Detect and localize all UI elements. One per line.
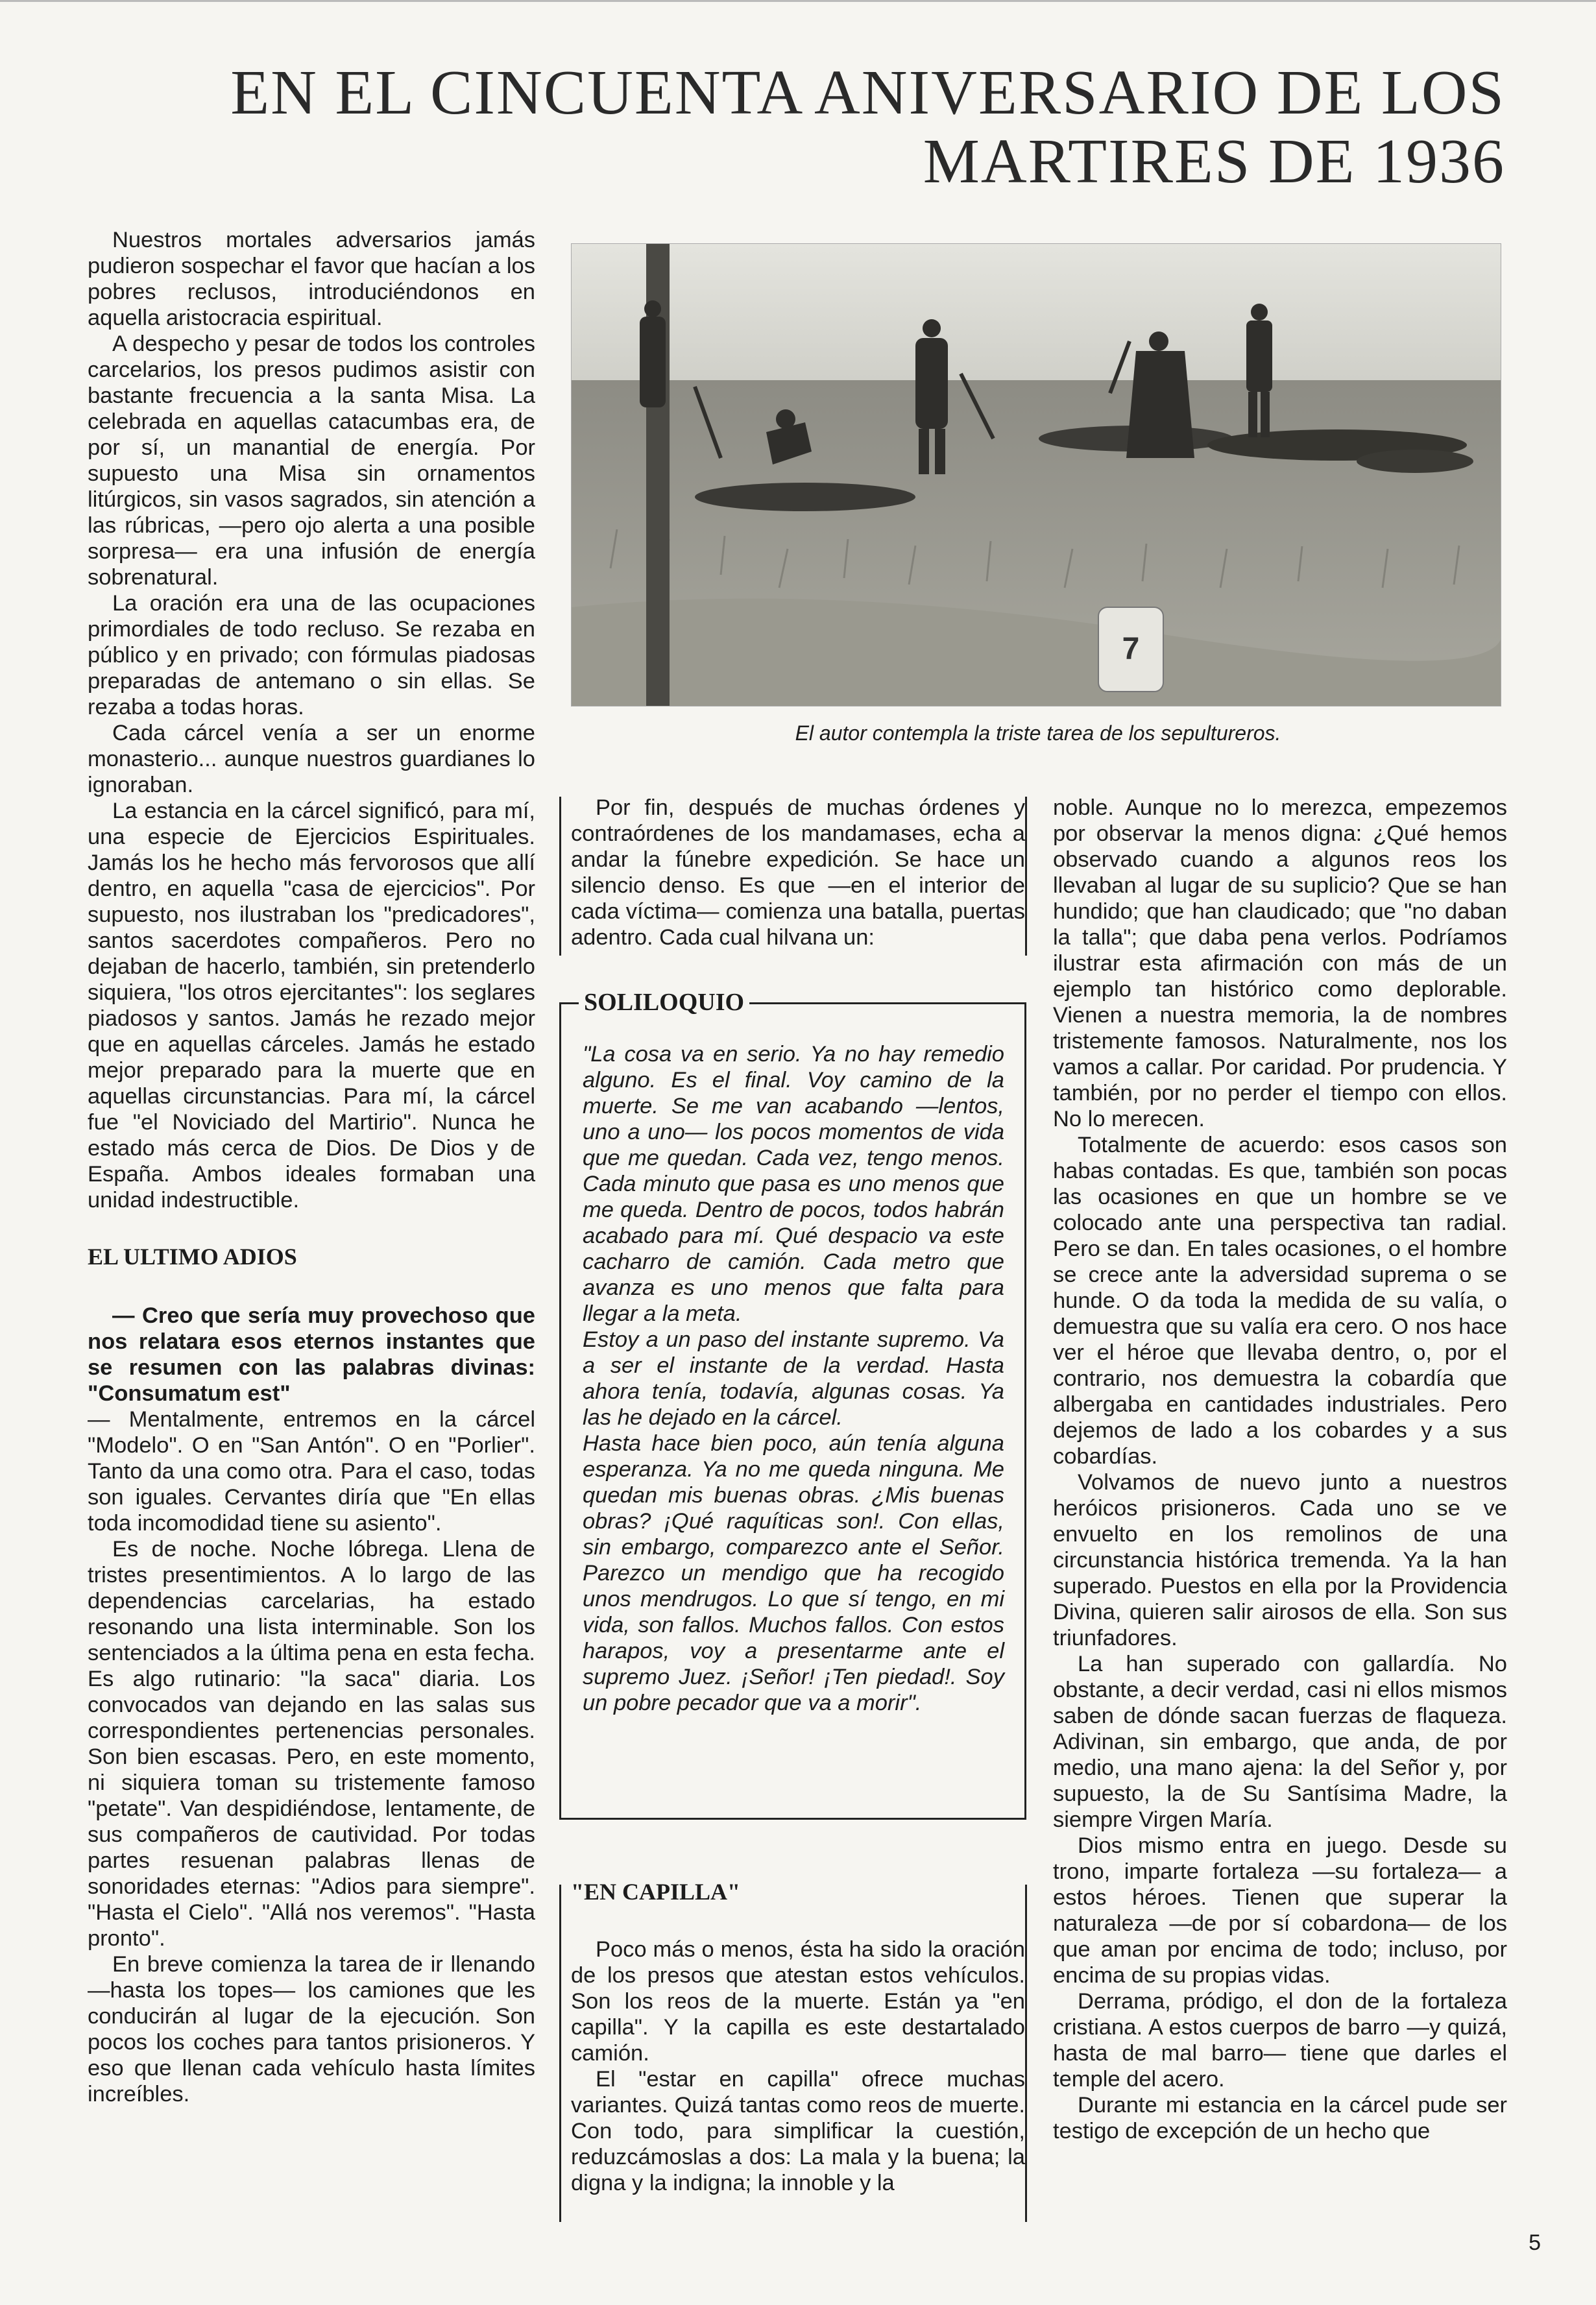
column-1 xyxy=(88,227,535,2107)
article-photo xyxy=(571,243,1501,706)
interview-question: — Creo que sería muy provechoso que nos relatara esos eternos instantes que se resumen con las palabras divinas: "Consumatum est" xyxy=(88,1303,535,1406)
paragraph: Nuestros mortales adversarios jamás pudieron sospechar el favor que hacían a los pobres reclusos, introduciéndonos en aquella aristocracia espiritual. xyxy=(88,228,535,330)
paragraph: Poco más o menos, ésta ha sido la oración de los presos que atestan estos vehículos. Son los reos de la muerte. Están ya "en capilla". Y la capilla es este destartalado camión. xyxy=(571,1937,1025,2066)
paragraph: Dios mismo entra en juego. Desde su trono, imparte fortaleza —su fortaleza— a estos héroes. Tienen que superar la naturaleza —de por sí cobardona— de los que aman por encima de todo; incluso, por encima de su propias vidas. xyxy=(1053,1833,1507,1988)
paragraph: La estancia en la cárcel significó, para mí, una especie de Ejercicios Espirituales. Jamás los he hecho más fervorosos que allí dentro, en aquella "casa de ejercicios". Por supuesto, nos ilustraban los "predicadores", santos sacerdotes compañeros. Pero no dejaban de hacerlo, también, sin pretenderlo siquiera, "los otros ejercitantes": los seglares piadosos y santos. Jamás he rezado mejor que en aquellas cárceles. Jamás he estado mejor preparado para la muerte que en aquellas circunstancias. Para mí, la cárcel fue "el Noviciado del Martirio". Nunca he estado más cerca de Dios. De Dios y de España. Ambos ideales formaban una unidad indestructible. xyxy=(88,799,535,1213)
paragraph: noble. Aunque no lo merezca, empezemos por observar la menos digna: ¿Qué hemos observado cuando a algunos reos los llevaban al lugar de su suplicio? Que se han hundido; que han claudicado; que "no daban la talla"; que daba pena verlos. Podríamos ilustrar esta afirmación con más de un ejemplo tan histórico como deplorable. Vienen a nuestra memoria, la de nombres tristemente famosos. Naturalmente, nos los vamos a callar. Por caridad. Por prudencia. Y también, por no perder el tiempo con ellos. No lo merecen. xyxy=(1053,795,1507,1131)
paragraph: Derrama, pródigo, el don de la fortaleza cristiana. A estos cuerpos de barro —y quizá, hasta de mal barro— tiene que darles el temple del acero. xyxy=(1053,1989,1507,2092)
top-rule xyxy=(0,0,1596,2)
paragraph: Volvamos de nuevo junto a nuestros heróicos prisioneros. Cada uno se ve envuelto en los remolinos de una circunstancia histórica tremenda. Ya la han superado. Puestos en ella por la Providencia Divina, quieren salir airosos de ella. Son sus triunfadores. xyxy=(1053,1470,1507,1650)
photo-gravediggers xyxy=(572,244,1501,706)
paragraph: A despecho y pesar de todos los controles carcelarios, los presos pudimos asistir con bastante frecuencia a la santa Misa. La celebrada en aquellas catacumbas era, de por sí, un manantial de energía. Por supuesto una Misa sin ornamentos litúrgicos, sin vasos sagrados, sin atención a las rúbricas, —pero ojo alerta a una posible sorpresa— era una infusión de energía sobrenatural. xyxy=(88,332,535,590)
paragraph: En breve comienza la tarea de ir llenando —hasta los topes— los camiones que les conducirán al lugar de la ejecución. Son pocos los coches para tantos prisioneros. Y eso que llenan cada vehículo hasta límites increíbles. xyxy=(88,1952,535,2106)
paragraph: La oración era una de las ocupaciones primordiales de todo recluso. Se rezaba en público y en privado; con fórmulas piadosas preparadas de antemano o sin ellas. Se rezaba a todas horas. xyxy=(88,591,535,719)
article-title xyxy=(143,58,1505,196)
paragraph: El "estar en capilla" ofrece muchas variantes. Quizá tantas como reos de muerte. Con todo, para simplificar la cuestión, reduzcámoslas a dos: La mala y la buena; la digna y la indigna; la innoble y la xyxy=(571,2067,1025,2195)
soliloquy-paragraph: Hasta hace bien poco, aún tenía alguna esperanza. Ya no me queda ninguna. Me quedan mis buenas obras. ¿Mis buenas obras? ¡Qué raquíticas son!. Con ellas, sin embargo, comparezco ante el Señor. Parezco un mendigo que ha recogido unos mendrugos. Lo que sí tengo, en mi vida, son fallos. Muchos fallos. Con estos harapos, voy a presentarme ante el supremo Juez. ¡Señor! ¡Ten piedad!. Soy un pobre pecador que va a morir". xyxy=(583,1431,1004,1715)
paragraph: — Mentalmente, entremos en la cárcel "Modelo". O en "San Antón". O en "Porlier". Tanto da una como otra. Para el caso, todas son iguales. Cervantes diría que "En ellas toda incomodidad tiene su asiento". xyxy=(88,1407,535,1536)
paragraph: La han superado con gallardía. No obstante, a decir verdad, casi ni ellos mismos saben de dónde sacan fuerzas de flaqueza. Adivinan, sin embargo, que anda, de por medio, una mano ajena: la del Señor y, por supuesto, la de Su Santísima Madre, la siempre Virgen María. xyxy=(1053,1652,1507,1832)
column-2 xyxy=(571,795,1025,950)
box-title-soliloquio: SOLILOQUIO xyxy=(579,989,749,1016)
milestone-number: 7 xyxy=(1122,632,1140,666)
column-rule xyxy=(1025,1885,1027,2222)
paragraph: Cada cárcel venía a ser un enorme monasterio... aunque nuestros guardianes lo ignoraban. xyxy=(88,721,535,797)
page-number: 5 xyxy=(1529,2230,1541,2255)
column-2-lower xyxy=(571,1878,1025,2196)
paragraph: Durante mi estancia en la cárcel pude ser testigo de excepción de un hecho que xyxy=(1053,2093,1507,2143)
soliloquio-text xyxy=(583,1041,1004,1716)
column-rule xyxy=(1025,797,1027,956)
column-rule xyxy=(559,1885,561,2222)
soliloquy-paragraph: Estoy a un paso del instante supremo. Va a ser el instante de la verdad. Hasta ahora tenía, todavía, algunas cosas. Ya las he dejado en la cárcel. xyxy=(583,1327,1004,1430)
title-line-1: EN EL CINCUENTA ANIVERSARIO DE LOS xyxy=(230,58,1505,128)
column-rule xyxy=(559,797,561,956)
photo-caption: El autor contempla la triste tarea de los sepultureros. xyxy=(795,721,1281,745)
paragraph: Totalmente de acuerdo: esos casos son habas contadas. Es que, también son pocas las ocasiones en que un hombre se ve colocado ante una perspectiva tan radial. Pero se dan. En tales ocasiones, o el hombre se crece ante la adversidad suprema o se hunde. O da toda la medida de su valía, o demuestra que su valía era cero. O nos hace ver el héroe que llevaba dentro, o, por el contrario, nos demuestra la cobardía que albergaba en cantidades industriales. Pero dejemos de lado a los cobardes y a sus cobardías. xyxy=(1053,1133,1507,1469)
title-line-2: MARTIRES DE 1936 xyxy=(923,127,1505,197)
soliloquy-paragraph: "La cosa va en serio. Ya no hay remedio alguno. Es el final. Voy camino de la muerte. Se me van acabando —lentos, uno a uno— los pocos momentos de vida que me quedan. Cada vez, tengo menos. Cada minuto que pasa es uno menos que me queda. Dentro de pocos, todos habrán acabado para mí. Qué despacio va este cacharro de camión. Cada metro que avanza es uno menos que falta para llegar a la meta. xyxy=(583,1042,1004,1326)
paragraph: Por fin, después de muchas órdenes y contraórdenes de los mandamases, echa a andar la fúnebre expedición. Se hace un silencio denso. Es que —en el interior de cada víctima— comienza una batalla, puertas adentro. Cada cual hilvana un: xyxy=(571,795,1025,950)
paragraph: Es de noche. Noche lóbrega. Llena de tristes presentimientos. A lo largo de las dependencias carcelarias, ha estado resonando una lista interminable. Son los sentenciados a la última pena en esta fecha. Es algo rutinario: "la saca" diaria. Los convocados van dejando en las salas sus correspondientes pertenencias personales. Son bien escasas. Pero, en este momento, ni siquiera toman su tristemente famoso "petate". Van despidiéndose, lentamente, de sus compañeros de cautividad. Por todas partes resuenan palabras llenas de sonoridades eternas: "Adios para siempre". "Hasta el Cielo". "Allá nos veremos". "Hasta pronto". xyxy=(88,1537,535,1951)
section-heading-ultimo-adios: EL ULTIMO ADIOS xyxy=(88,1244,297,1270)
column-3 xyxy=(1053,795,1507,2144)
section-heading-en-capilla: "EN CAPILLA" xyxy=(571,1879,740,1905)
